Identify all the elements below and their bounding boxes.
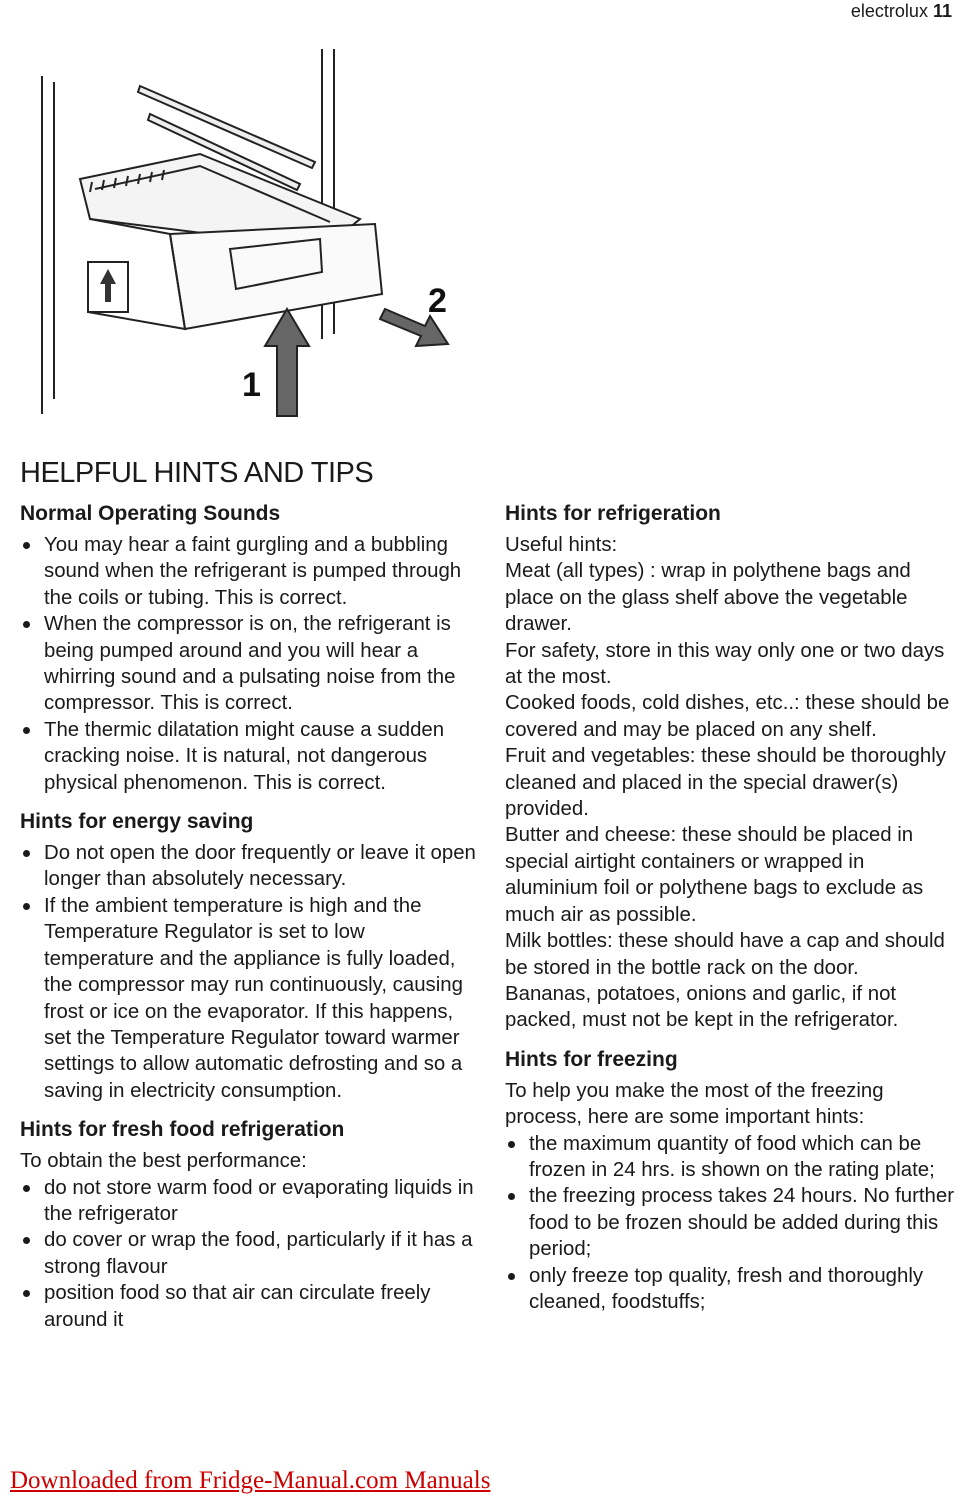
section-energy-saving [20, 808, 480, 1104]
list-item: do not store warm food or evaporating liquids in the refrigerator [20, 1175, 480, 1228]
list-item: The thermic dilatation might cause a sudden cracking noise. It is natural, not dangerous physical phenomenon. This is correct. [20, 717, 480, 796]
section-refrigeration [505, 500, 955, 1034]
page-header [851, 0, 952, 22]
list-item: the maximum quantity of food which can be frozen in 24 hrs. is shown on the rating plate; [505, 1131, 955, 1184]
section-heading: Hints for fresh food refrigeration [20, 1118, 345, 1142]
paragraph: Bananas, potatoes, onions and garlic, if not packed, must not be kept in the refrigerator. [505, 982, 899, 1032]
page-number: 11 [932, 1, 952, 21]
paragraph: Useful hints: [505, 534, 618, 556]
section-intro: To obtain the best performance: [20, 1150, 307, 1173]
drawer-front [170, 224, 382, 329]
step-1-label: 1 [242, 366, 261, 404]
list-item: position food so that air can circulate freely around it [20, 1280, 480, 1333]
paragraph: Meat (all types) : wrap in polythene bags and place on the glass shelf above the vegetable drawer. [505, 560, 911, 636]
drawer-removal-illustration [30, 44, 470, 424]
section-normal-operating-sounds [20, 500, 480, 796]
brand-name: electrolux [850, 1, 928, 21]
page-title: HELPFUL HINTS AND TIPS [20, 457, 374, 489]
left-column [20, 500, 480, 1345]
paragraph: Cooked foods, cold dishes, etc..: these should be covered and may be placed on any shelf. [505, 692, 950, 741]
paragraph: To help you make the most of the freezing process, here are some important hints: [505, 1079, 884, 1129]
list-item: only freeze top quality, fresh and thoroughly cleaned, foodstuffs; [505, 1263, 955, 1316]
bullet-list [505, 1131, 955, 1316]
section-heading: Hints for freezing [505, 1047, 678, 1071]
right-column [505, 500, 955, 1327]
section-heading: Hints for energy saving [20, 810, 254, 834]
step-1-arrow-icon [265, 309, 309, 416]
bullet-list [20, 532, 480, 796]
bullet-list [20, 840, 480, 1104]
section-freezing [505, 1046, 955, 1316]
step-2-label: 2 [428, 282, 447, 320]
section-fresh-food-refrigeration [20, 1116, 480, 1333]
download-source-link[interactable]: Downloaded from Fridge-Manual.com Manuals [10, 1467, 491, 1494]
paragraph: Milk bottles: these should have a cap and should be stored in the bottle rack on the door. [505, 930, 945, 979]
list-item: You may hear a faint gurgling and a bubbling sound when the refrigerant is pumped through the coils or tubing. This is correct. [20, 532, 480, 611]
list-item: If the ambient temperature is high and the Temperature Regulator is set to low temperature and the appliance is fully loaded, the compressor may run continuously, causing frost or ice on the evaporator. If this happens, set the Temperature Regulator toward warmer settings to allow automatic defrosting and so a saving in electricity consumption. [20, 893, 480, 1104]
paragraph: Fruit and vegetables: these should be thoroughly cleaned and placed in the special drawer(s) provided. [505, 745, 946, 821]
list-item: When the compressor is on, the refrigerant is being pumped around and you will hear a whirring sound and a pulsating noise from the compressor. This is correct. [20, 611, 480, 717]
list-item: the freezing process takes 24 hours. No further food to be frozen should be added during this period; [505, 1183, 955, 1262]
list-item: do cover or wrap the food, particularly if it has a strong flavour [20, 1227, 480, 1280]
section-heading: Normal Operating Sounds [20, 502, 281, 525]
list-item: Do not open the door frequently or leave it open longer than absolutely necessary. [20, 840, 480, 893]
paragraph: For safety, store in this way only one or two days at the most. [505, 639, 945, 689]
paragraph: Butter and cheese: these should be placed in special airtight containers or wrapped in aluminium foil or polythene bags to exclude as much air as possible. [505, 824, 924, 926]
bullet-list [20, 1175, 480, 1333]
section-heading: Hints for refrigeration [505, 502, 721, 525]
